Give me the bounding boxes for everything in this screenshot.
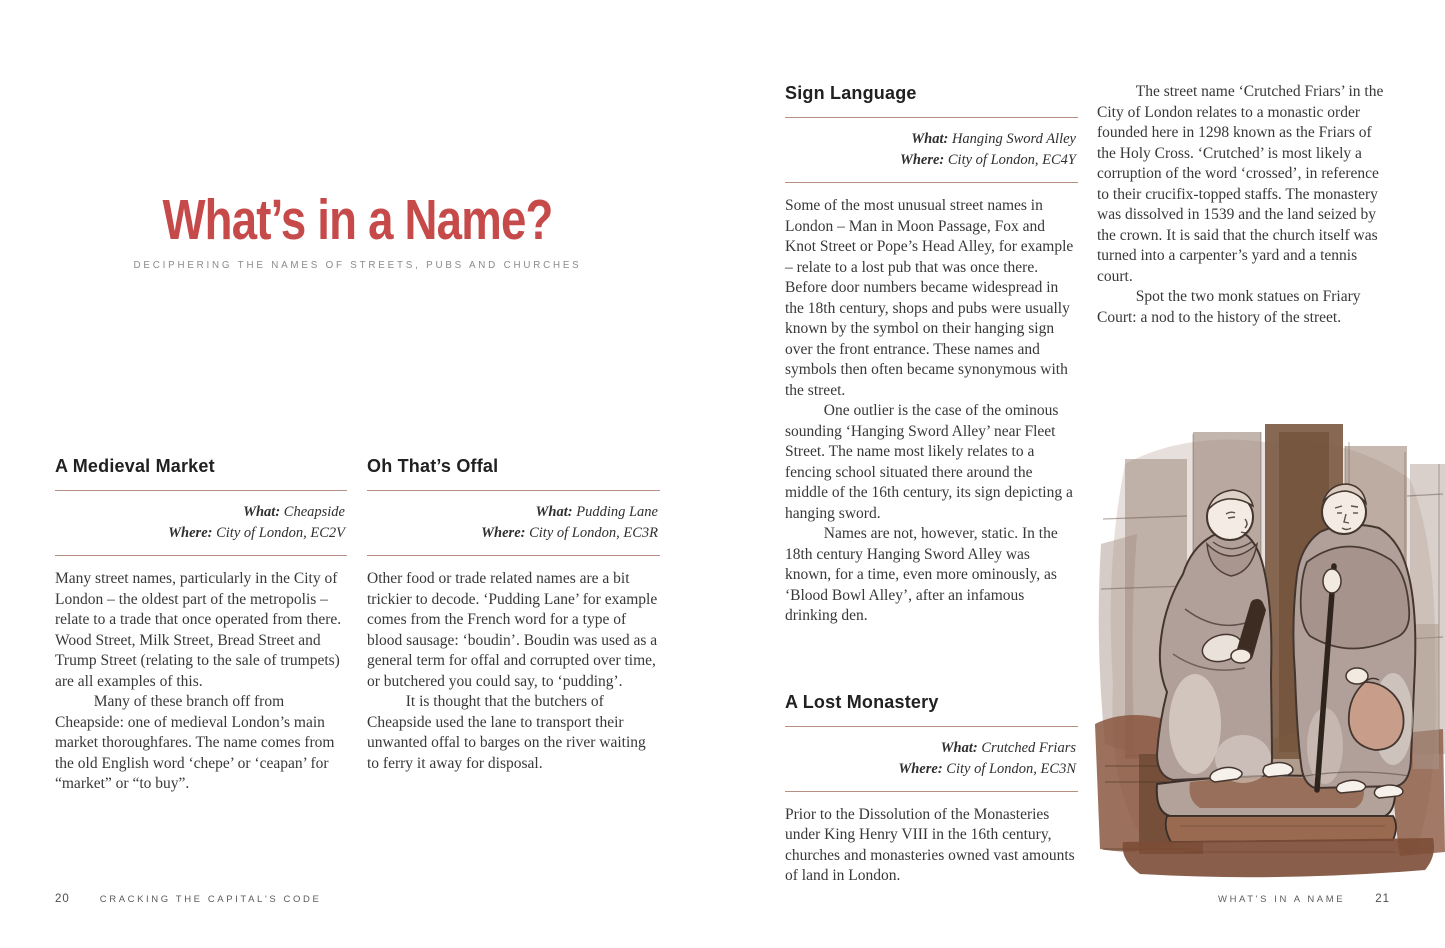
paragraph: Many street names, particularly in the City of London – the oldest part of the metropolis – relate to a trade that once operated from there. Wood Street, Milk Street, Bread Street and Trump Street (relating to the sale of trumpets) are all examples of this. (55, 570, 342, 690)
section-heading: A Lost Monastery (785, 691, 939, 712)
what-value: Pudding Lane (576, 504, 658, 520)
running-title: WHAT'S IN A NAME (1218, 894, 1346, 905)
where-value: City of London, EC2V (216, 525, 345, 541)
page-number: 20 (55, 893, 70, 905)
where-label: Where: (899, 152, 945, 168)
paragraph: Many of these branch off from Cheapside: one of medieval London’s main market thoroughfares. The name comes from the old English word ‘chepe’ or ‘ceapan’ for “market” or “to buy”. (55, 693, 335, 792)
what-line (369, 502, 658, 523)
where-label: Where: (481, 525, 526, 541)
section-heading: A Medieval Market (55, 456, 215, 476)
paragraph: Names are not, however, static. In the 18th century Hanging Sword Alley was known, for a time, even more ominously, as ‘Blood Bowl Alley’, after an infamous drinking den. (785, 525, 1058, 624)
paragraph: The street name ‘Crutched Friars’ in the City of London relates to a monastic order founded here in 1298 known as the Friars of the Holy Cross. ‘Crutched’ is most likely a corruption of the word ‘crossed’, in reference to their crucifix-topped staffs. The monastery was dissolved in 1539 and the land seized by the crown. It is said that the church itself was turned into a carpenter’s yard and a tennis court. (1097, 83, 1384, 285)
what-value: Hanging Sword Alley (951, 131, 1076, 147)
continuation-body (1097, 82, 1390, 328)
what-where-block (55, 491, 347, 555)
rule-divider (785, 791, 1078, 792)
where-label: Where: (898, 760, 943, 777)
chapter-title-block (55, 190, 660, 271)
section-a-medieval-market (55, 455, 347, 795)
where-line (787, 150, 1076, 171)
where-line (787, 759, 1076, 780)
what-label: What: (535, 504, 573, 520)
where-value: City of London, EC3N (946, 760, 1076, 777)
what-label: What: (911, 131, 949, 147)
what-label: What: (940, 739, 978, 756)
section-sign-language (785, 82, 1078, 627)
what-line (57, 502, 345, 523)
page-number: 21 (1375, 893, 1390, 905)
what-value: Cheapside (283, 504, 345, 520)
rule-divider (785, 182, 1078, 183)
section-body (785, 805, 1078, 887)
page-subtitle: DECIPHERING THE NAMES OF STREETS, PUBS AND CHURCHES (133, 260, 582, 271)
where-line (369, 523, 658, 544)
what-line (787, 738, 1076, 759)
section-body (785, 196, 1078, 627)
what-where-block (785, 118, 1078, 182)
paragraph: Other food or trade related names are a bit trickier to decode. ‘Pudding Lane’ for example comes from the French word for a type of blood sausage: ‘boudin’. Boudin was used as a general term for offal and corrupted over time, or butchered you could say, to ‘pudding’. (367, 570, 658, 690)
what-where-block (785, 727, 1078, 791)
paragraph: Spot the two monk statues on Friary Court: a nod to the history of the street. (1097, 288, 1361, 326)
where-line (57, 523, 345, 544)
running-title: CRACKING THE CAPITAL'S CODE (99, 894, 322, 905)
section-body (367, 569, 660, 774)
rule-divider (367, 555, 660, 556)
section-heading: Sign Language (785, 83, 917, 103)
section-heading: Oh That’s Offal (367, 456, 499, 476)
right-page-column-2 (1097, 82, 1390, 328)
paragraph: One outlier is the case of the ominous sounding ‘Hanging Sword Alley’ near Fleet Street. The name most likely relates to a fencing school situated there around the middle of the 16th century, its sign depicting a hanging sword. (785, 402, 1073, 522)
two-monk-statues-illustration (1095, 424, 1445, 886)
what-value: Crutched Friars (981, 739, 1076, 756)
left-page-footer (55, 893, 321, 905)
rule-divider (55, 555, 347, 556)
where-value: City of London, EC4Y (947, 152, 1076, 168)
paragraph: Some of the most unusual street names in London – Man in Moon Passage, Fox and Knot Street or Pope’s Head Alley, for example – relate to a lost pub that was once there. Before door numbers became widespread in the 18th century, shops and pubs were usually known by the symbol on their hanging sign over the front entrance. These names and symbols then often became synonymous with the street. (785, 197, 1074, 399)
right-page-column-1 (785, 82, 1078, 887)
paragraph: Prior to the Dissolution of the Monasteries under King Henry VIII in the 16th century, churches and monasteries owned vast amounts of land in London. (785, 805, 1075, 884)
where-value: City of London, EC3R (529, 525, 658, 541)
page-title: What’s in a Name? (162, 188, 553, 252)
where-label: Where: (168, 525, 213, 541)
right-page-footer (1218, 893, 1390, 905)
left-page-column-1 (55, 455, 347, 795)
what-where-block (367, 491, 660, 555)
section-oh-thats-offal (367, 455, 660, 774)
section-a-lost-monastery (785, 691, 1078, 887)
section-body (55, 569, 347, 795)
left-page-column-2 (367, 455, 660, 774)
what-line (787, 129, 1076, 150)
paragraph: It is thought that the butchers of Cheapside used the lane to transport their unwanted offal to barges on the river waiting to ferry it away for disposal. (367, 693, 646, 772)
what-label: What: (243, 504, 281, 520)
